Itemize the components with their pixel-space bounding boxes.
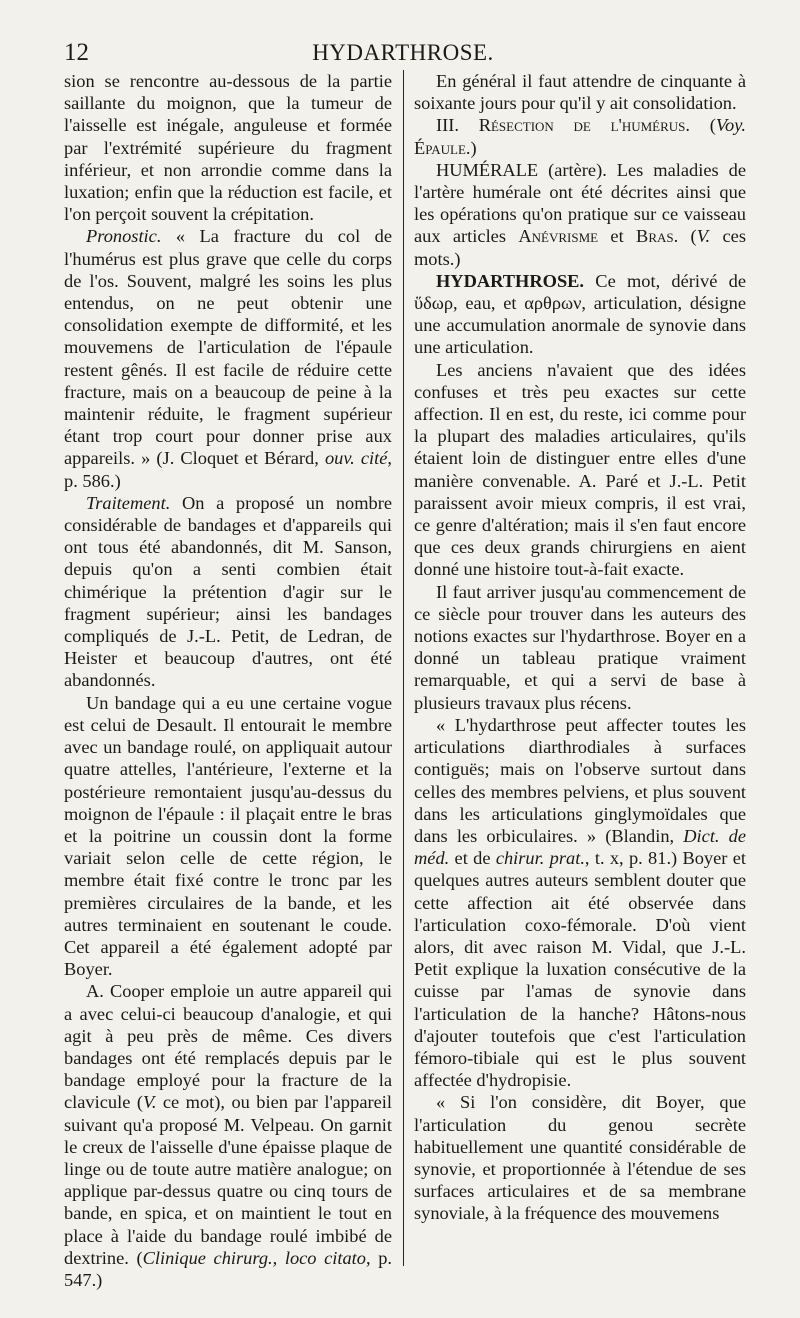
- paragraph: sion se rencontre au-dessous de la partie saillante du moignon, que la tumeur de l'aisselle est inégale, anguleuse et formée par l'extrémité supérieure du fragment inférieur, et non arrondie comme dans la luxation; enfin que la réduction est facile, et l'on perçoit souvent la crépitation.: [64, 71, 392, 225]
- entry-headword: HYDARTHROSE.: [436, 270, 585, 291]
- citation: Clinique chirurg., loco citato: [142, 1247, 366, 1268]
- section-label: Traitement.: [86, 492, 171, 513]
- paragraph: Un bandage qui a eu une certaine vogue est celui de Desault. Il entourait le membre avec un bandage roulé, on appliquait autour quatre attelles, l'antérieure, l'externe et la postérieure remontaient jusqu'au-dessus du moignon de l'épaule : il plaçait entre le bras et la poitrine un coussin dont la forme variait selon celle de cette région, le membre était fixé contre le tronc par les premières circulaires de la bande, et les autres terminaient en soutenant le coude. Cet appareil a été également adopté par Boyer.: [64, 692, 392, 980]
- citation: chirur. prat.: [495, 848, 585, 869]
- right-column: [414, 70, 746, 1225]
- entry-humerale: HUMÉRALE (artère). Les maladies de l'artère humérale ont été décrites ainsi que les opérations qu'on pratique sur ce vaisseau aux articles Anévrisme et Bras. (V. ces mots.): [414, 159, 746, 269]
- paragraph: A. Cooper emploie un autre appareil qui a avec celui-ci beaucoup d'analogie, et qui agit à peu près de même. Ces divers bandages ont été remplacés depuis par le bandage employé pour la fracture de la clavicule (V. ce mot), ou bien par l'appareil suivant qu'a proposé M. Velpeau. On garnit le creux de l'aisselle d'une épaisse plaque de linge ou de toute autre matière analogue; on applique par-dessus quatre ou cinq tours de bande, en spica, et on maintient le tout en place à l'aide du bandage roulé imbibé de dextrine. (Clinique chirurg., loco citato, p. 547.): [64, 981, 392, 1290]
- header-title: HYDARTHROSE.: [312, 40, 494, 65]
- paragraph: En général il faut attendre de cinquante à soixante jours pour qu'il y ait consolidation.: [414, 71, 746, 114]
- paragraph: « L'hydarthrose peut affecter toutes les articulations diarthrodiales à surfaces contiguës; mais on l'observe surtout dans celles des membres pelviens, et plus souvent dans les articulations ginglymoïdales que dans les orbiculaires. » (Blandin, Dict. de méd. et de chirur. prat., t. x, p. 81.) Boyer et quelques autres auteurs semblent douter que cette affection ait été observée dans l'articulation coxo-fémorale. D'où vient alors, dit avec raison M. Vidal, que J.-L. Petit explique la luxation consécutive de la cuisse par l'amas de synovie dans l'articulation de la hanche? Hâtons-nous d'ajouter toutefois que c'est l'articulation fémoro-tibiale qui est le plus souvent affectée d'hydropisie.: [414, 714, 746, 1091]
- section-label: Pronostic.: [86, 226, 162, 247]
- entry-hydarthrose: HYDARTHROSE. Ce mot, dérivé de ὕδωρ, eau, et αρθρων, articulation, désigne une accumulation anormale de synovie dans une articulation.: [414, 270, 746, 358]
- left-column: [64, 70, 392, 1291]
- paragraph-pronostic: Pronostic. « La fracture du col de l'humérus est plus grave que celle du corps de l'os. Souvent, malgré les soins les plus entendus, on ne peut obtenir une consolidation exempte de difformité, et les mouvemens de l'articulation de l'épaule restent gênés. Il est facile de réduire cette fracture, mais on a beaucoup de peine à la maintenir réduite, le fragment supérieur étant trop court pour donner prise aux appareils. » (J. Cloquet et Bérard, ouv. cité, p. 586.): [64, 226, 392, 491]
- page-number: 12: [64, 39, 89, 66]
- column-divider: [403, 70, 404, 1266]
- paragraph: Les anciens n'avaient que des idées confuses et très peu exactes sur cette affection. Il en est, du reste, ici comme pour la plupart des maladies articulaires, qu'ils étaient loin de distinguer entre elles d'une manière convenable. A. Paré et J.-L. Petit paraissent avoir mieux compris, il est vrai, ce genre d'altération; mais il s'en faut encore que ces deux grands chirurgiens en aient donné une histoire tout-à-fait exacte.: [414, 359, 746, 580]
- paragraph-resection: III. Résection de l'humérus. (Voy. Épaule.): [414, 115, 746, 158]
- paragraph: « Si l'on considère, dit Boyer, que l'articulation du genou secrète habituellement une quantité considérable de synovie, et proportionnée à l'étendue de ses surfaces articulaires et de sa membrane synoviale, à la fréquence des mouvemens: [414, 1092, 746, 1224]
- citation: ouv. cité: [324, 448, 388, 469]
- running-head: [60, 40, 746, 66]
- paragraph: Il faut arriver jusqu'au commencement de ce siècle pour trouver dans les auteurs des notions exactes sur l'hydarthrose. Boyer en a donné un tableau pratique vraiment remarquable, et qui a servi de base à plusieurs travaux plus récens.: [414, 581, 746, 713]
- citation: Dict. de méd.: [414, 825, 746, 869]
- paragraph-traitement: Traitement. On a proposé un nombre considérable de bandages et d'appareils qui ont tous été abandonnés, dit M. Sanson, depuis qu'on a senti combien était chimérique la prétention d'agir sur le fragment supérieur; ainsi les bandages compliqués de J.-L. Petit, de Ledran, de Heister et beaucoup d'autres, ont été abandonnés.: [64, 492, 392, 691]
